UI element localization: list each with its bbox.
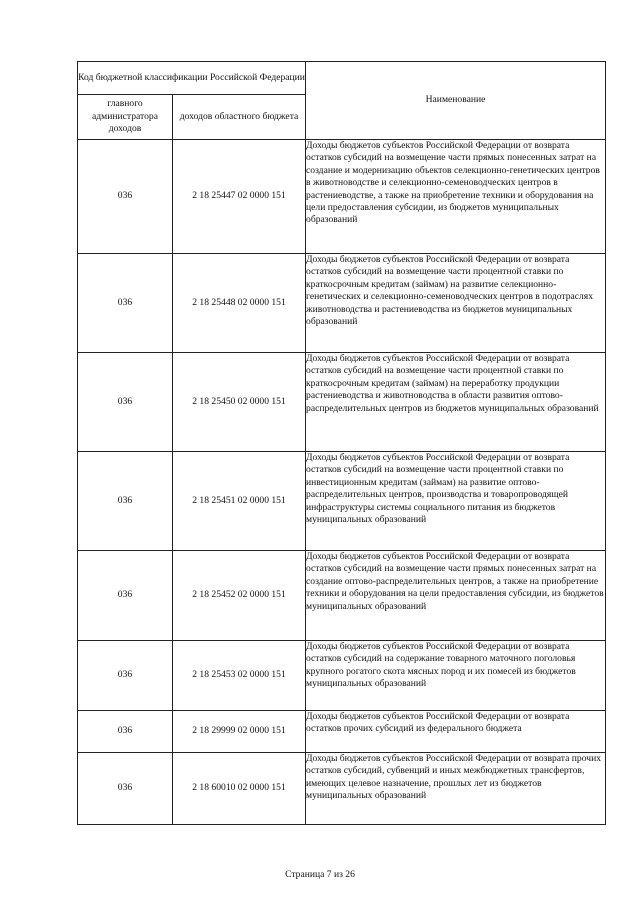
income-name-cell: Доходы бюджетов субъектов Российской Федерации от возврата остатков субсидий на содержание товарного маточного поголовья крупного рогатого скота мясных пород и их помесей из бюджетов муниципальных образований xyxy=(306,641,606,711)
table-row xyxy=(78,452,606,551)
table-row xyxy=(78,353,606,452)
income-code-cell: 2 18 29999 02 0000 151 xyxy=(173,711,306,753)
admin-code-cell: 036 xyxy=(78,641,173,711)
header-regional-income: доходов областного бюджета xyxy=(173,95,306,140)
income-code-cell: 2 18 25453 02 0000 151 xyxy=(173,641,306,711)
table-row xyxy=(78,254,606,353)
table-row xyxy=(78,753,606,825)
admin-code-cell: 036 xyxy=(78,140,173,254)
table-row xyxy=(78,551,606,641)
income-name-cell: Доходы бюджетов субъектов Российской Федерации от возврата остатков прочих субсидий из федерального бюджета xyxy=(306,711,606,753)
budget-classification-table xyxy=(77,61,606,825)
income-name-cell: Доходы бюджетов субъектов Российской Федерации от возврата остатков субсидий на возмещение части процентной ставки по инвестиционным кредитам (займам) на развитие оптово-распределительных центров, производства и товаропроводящей инфраструктуры системы социального питания из бюджетов муниципальных образований xyxy=(306,452,606,551)
income-name-cell: Доходы бюджетов субъектов Российской Федерации от возврата остатков субсидий на возмещение части прямых понесенных затрат на создание и модернизацию объектов селекционно-генетических центров в животноводстве и селекционно-семеноводческих центров в растениеводстве, а также на приобретение техники и оборудования на цели предоставления субсидии, из бюджетов муниципальных образований xyxy=(306,140,606,254)
admin-code-cell: 036 xyxy=(78,711,173,753)
income-code-cell: 2 18 60010 02 0000 151 xyxy=(173,753,306,825)
admin-code-cell: 036 xyxy=(78,254,173,353)
table-row xyxy=(78,140,606,254)
header-chief-administrator: главного администратора доходов xyxy=(78,95,173,140)
admin-code-cell: 036 xyxy=(78,353,173,452)
table-header-row xyxy=(78,62,606,95)
income-name-cell: Доходы бюджетов субъектов Российской Федерации от возврата остатков субсидий на возмещение части процентной ставки по краткосрочным кредитам (займам) на развитие селекционно-генетических и селекционно-семеноводческих центров в подотраслях животноводства и растениеводства из бюджетов муниципальных образований xyxy=(306,254,606,353)
admin-code-cell: 036 xyxy=(78,753,173,825)
admin-code-cell: 036 xyxy=(78,452,173,551)
page-number: Страница 7 из 26 xyxy=(285,869,355,880)
income-name-cell: Доходы бюджетов субъектов Российской Федерации от возврата прочих остатков субсидий, субвенций и иных межбюджетных трансфертов, имеющих целевое назначение, прошлых лет из бюджетов муниципальных образований xyxy=(306,753,606,825)
income-code-cell: 2 18 25450 02 0000 151 xyxy=(173,353,306,452)
income-name-cell: Доходы бюджетов субъектов Российской Федерации от возврата остатков субсидий на возмещение части процентной ставки по краткосрочным кредитам (займам) на переработку продукции растениеводства и животноводства в области развития оптово-распределительных центров из бюджетов муниципальных образований xyxy=(306,353,606,452)
admin-code-cell: 036 xyxy=(78,551,173,641)
income-name-cell: Доходы бюджетов субъектов Российской Федерации от возврата остатков субсидий на возмещение части прямых понесенных затрат на создание оптово-распределительных центров, а также на приобретение техники и оборудования на цели предоставления субсидии, из бюджетов муниципальных образований xyxy=(306,551,606,641)
income-code-cell: 2 18 25448 02 0000 151 xyxy=(173,254,306,353)
table-row xyxy=(78,641,606,711)
income-code-cell: 2 18 25451 02 0000 151 xyxy=(173,452,306,551)
income-code-cell: 2 18 25452 02 0000 151 xyxy=(173,551,306,641)
income-code-cell: 2 18 25447 02 0000 151 xyxy=(173,140,306,254)
header-classification-code: Код бюджетной классификации Российской Федерации xyxy=(78,62,306,95)
table-row xyxy=(78,711,606,753)
header-name: Наименование xyxy=(306,62,606,140)
